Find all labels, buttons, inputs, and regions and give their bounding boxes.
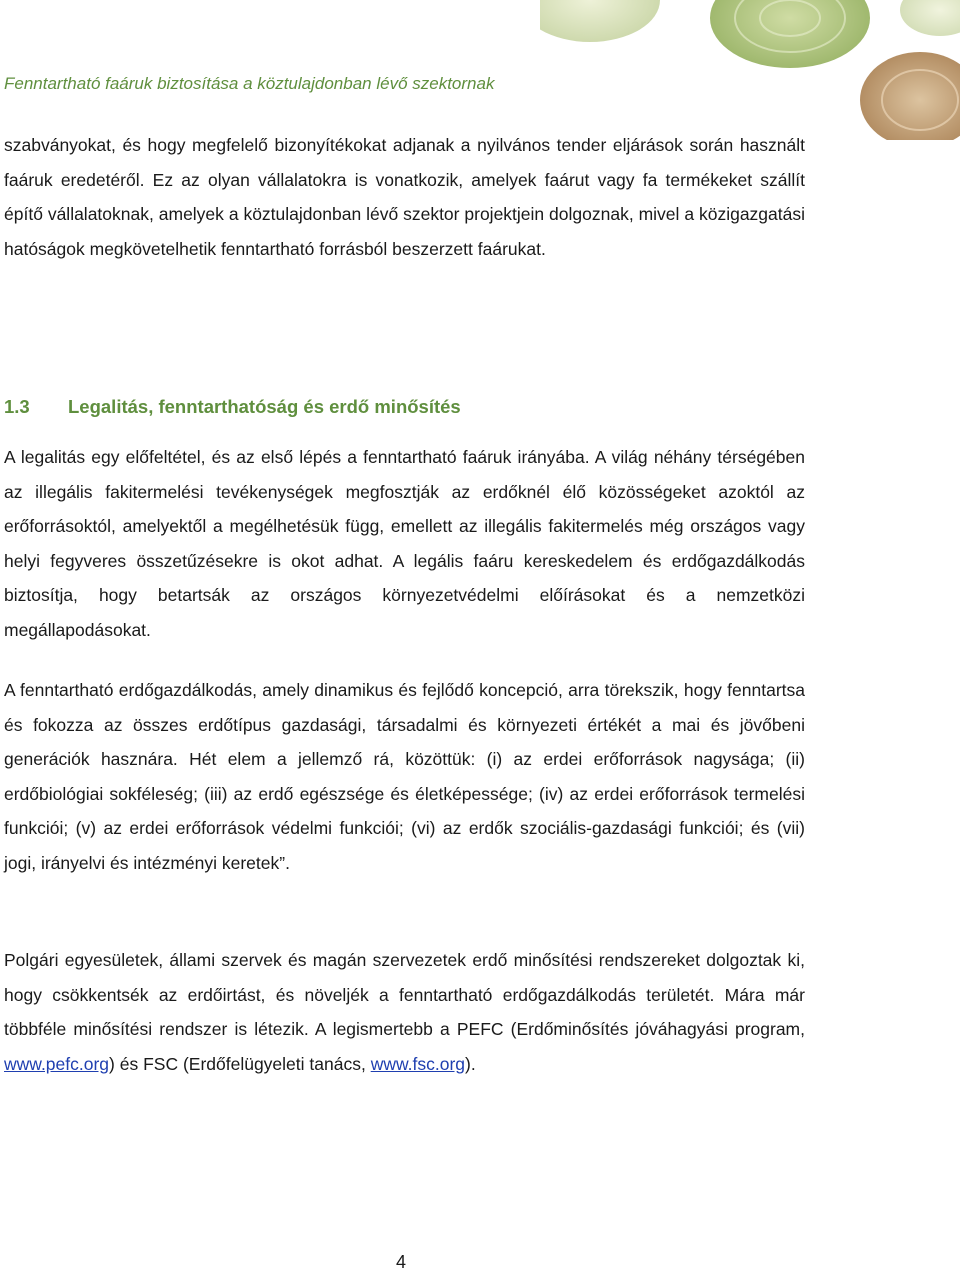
page-number: 4 [396,1252,407,1272]
certification-text-c: ). [465,1053,476,1074]
pefc-link[interactable]: www.pefc.org [4,1053,110,1074]
tree-rings-decoration [540,0,960,140]
section-number: 1.3 [4,396,30,417]
certification-text-a: Polgári egyesületek, állami szervek és magán szervezetek erdő minősítési rendszereket dolgoztak ki, hogy csökkentsék az erdőirtást, és növeljék a fenntartható erdőgazdálkodás területét. Mára már többféle minősítési rendszer is létezik. A legismertebb a PEFC (Erdőminősítés jóváhagyási program, [4,950,805,1040]
certification-paragraph [4,943,805,1081]
legality-paragraph: A legalitás egy előfeltétel, és az első lépés a fenntartható faáruk irányába. A világ néhány térségében az illegális fakitermelési tevékenységek megfosztják az erdőknél élő közösségeket azoktól az erőforrásoktól, amelyektől a megélhetésük függ, emellett az illegális fakitermelés még országos vagy helyi fegyveres összetűzésekre is okot adhat. A legális faáru kereskedelem és erdőgazdálkodás biztosítja, hogy betartsák az országos környezetvédelmi előírásokat és a nemzetközi megállapodásokat. [4,447,805,640]
intro-paragraph: szabványokat, és hogy megfelelő bizonyítékokat adjanak a nyilvános tender eljárások során használt faáruk eredetéről. Ez az olyan vállalatokra is vonatkozik, amelyek faárut vagy fa termékeket szállít építő vállalatoknak, amelyek a köztulajdonban lévő szektor projektjein dolgoznak, mivel a közigazgatási hatóságok megkövetelhetik fenntartható forrásból beszerzett faárukat. [4,135,805,259]
fsc-link[interactable]: www.fsc.org [370,1053,466,1074]
sustainable-forestry-paragraph: A fenntartható erdőgazdálkodás, amely dinamikus és fejlődő koncepció, arra törekszik, hogy fenntartsa és fokozza az összes erdőtípus gazdasági, társadalmi és környezeti értékét a mai és jövőbeni generációk hasznára. Hét elem a jellemző rá, közöttük: (i) az erdei erőforrások nagysága; (ii) erdőbiológiai sokféleség; (iii) az erdő egészsége és életképessége; (iv) az erdei erőforrások termelési funkciói; (v) az erdei erőforrások védelmi funkciói; (vi) az erdők szociális-gazdasági funkciói; és (vii) jogi, irányelvi és intézményi keretek”. [4,680,805,873]
certification-text-b: ) és FSC (Erdőfelügyeleti tanács, [109,1053,371,1074]
running-header: Fenntartható faáruk biztosítása a köztulajdonban lévő szektornak [4,74,495,93]
section-heading [4,396,461,418]
section-title: Legalitás, fenntarthatóság és erdő minősítés [68,396,461,417]
